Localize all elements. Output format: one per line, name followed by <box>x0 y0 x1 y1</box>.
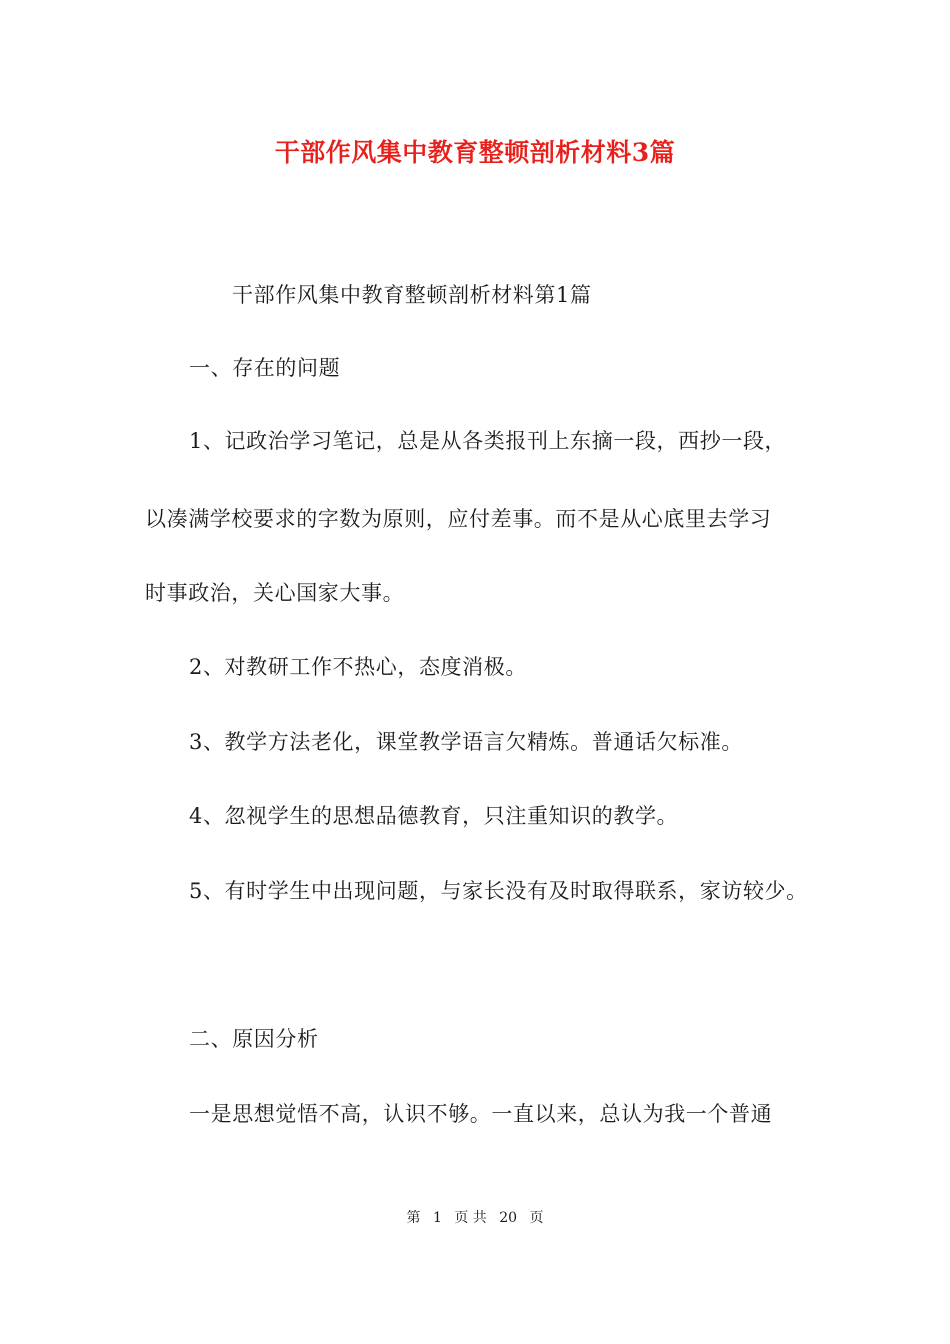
paragraph-line: 2、对教研工作不热心，态度消极。 <box>189 655 527 679</box>
paragraph-line: 1、记政治学习笔记，总是从各类报刊上东摘一段，西抄一段， <box>189 429 787 453</box>
footer-label-end: 页 <box>529 1210 544 1226</box>
part-heading: 二、原因分析 <box>189 1027 319 1051</box>
footer-label-page: 第 <box>406 1210 421 1226</box>
document-title: 干部作风集中教育整顿剖析材料3篇 <box>274 138 676 167</box>
paragraph-line: 3、教学方法老化，课堂教学语言欠精炼。普通话欠标准。 <box>189 730 743 754</box>
part-heading: 一、存在的问题 <box>189 356 341 380</box>
paragraph-line: 5、有时学生中出现问题，与家长没有及时取得联系，家访较少。 <box>189 879 808 903</box>
section-heading: 干部作风集中教育整顿剖析材料第1篇 <box>232 283 592 307</box>
paragraph-line: 以凑满学校要求的字数为原则，应付差事。而不是从心底里去学习 <box>145 507 772 531</box>
footer-label-of: 页 共 <box>454 1210 487 1226</box>
footer-total-pages: 20 <box>499 1210 518 1226</box>
paragraph-line: 时事政治，关心国家大事。 <box>145 581 405 605</box>
paragraph-line: 4、忽视学生的思想品德教育，只注重知识的教学。 <box>189 804 679 828</box>
page-footer <box>0 1208 950 1228</box>
footer-current-page: 1 <box>432 1210 442 1226</box>
paragraph-line: 一是思想觉悟不高，认识不够。一直以来，总认为我一个普通 <box>189 1102 773 1126</box>
